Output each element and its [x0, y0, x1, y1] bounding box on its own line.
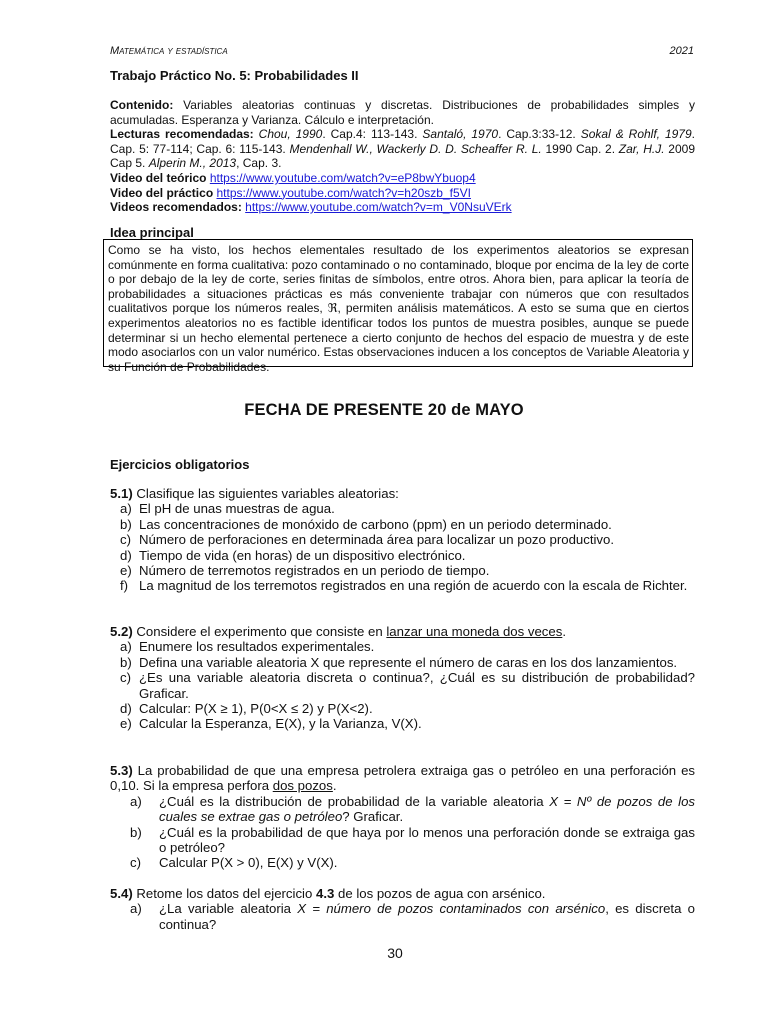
item-marker: b) [130, 824, 142, 840]
item-marker: c) [130, 855, 141, 871]
item-text-start: ¿Cuál es la distribución de probabilidad de la variable aleatoria [159, 793, 550, 809]
item-marker: c) [120, 532, 131, 548]
reference-fragment: Zar, H.J. [618, 141, 665, 156]
item-marker: b) [120, 654, 132, 670]
item-text: El pH de unas muestras de agua. [139, 501, 335, 517]
item-text: Defina una variable aleatoria X que represente el número de caras en los dos lanzamientos. [139, 654, 678, 670]
item-marker: a) [130, 793, 142, 809]
reference-fragment: 2009 Cap 5. [110, 141, 696, 171]
item-text: Tiempo de vida (en horas) de un dispositivo electrónico. [139, 547, 466, 563]
list-item [110, 716, 695, 731]
item-text: ¿Cuál es la probabilidad de que haya por lo menos una perforación donde se extraiga gas o petróleo? [159, 824, 695, 856]
reference-fragment: . Cap. 5: 77-114; Cap. 6: 115-143. [110, 127, 695, 156]
video-teorico-label: Video del teórico [110, 170, 207, 185]
item-marker: a) [120, 639, 132, 655]
item-text: Calcular: P(X ≥ 1), P(0<X ≤ 2) y P(X<2). [139, 701, 373, 717]
list-item [110, 517, 695, 532]
item-text: La magnitud de los terremotos registrados en una región de acuerdo con la escala de Richter. [139, 578, 688, 594]
item-marker: e) [120, 563, 132, 579]
exercise-intro-end: de los pozos de agua con arsénico. [334, 886, 546, 901]
list-item [110, 825, 695, 856]
exercises-heading: Ejercicios obligatorios [110, 457, 250, 472]
exercise-5-4 [110, 886, 695, 932]
list-item [110, 855, 695, 870]
video-practico-line [110, 186, 695, 201]
list-item [110, 701, 695, 716]
reference-fragment: Alperin M., 2013 [148, 156, 237, 171]
exercise-5-2-intro [110, 624, 695, 639]
exercise-5-3-intro [110, 763, 695, 794]
item-text [159, 901, 695, 932]
course-metadata [110, 98, 695, 215]
item-marker: e) [120, 716, 132, 732]
item-marker: a) [120, 501, 132, 517]
item-text: Enumere los resultados experimentales. [139, 639, 375, 655]
exercise-intro: Retome los datos del ejercicio [132, 886, 316, 901]
reference-fragment: Santaló, 1970 [422, 127, 499, 142]
videos-recomendados-label: Videos recomendados: [110, 200, 242, 215]
idea-heading: Idea principal [110, 225, 194, 240]
videos-recomendados-line [110, 200, 695, 215]
videos-recomendados-link[interactable]: https://www.youtube.com/watch?v=m_V0NsuVErk [245, 200, 512, 215]
item-marker: a) [130, 901, 142, 917]
item-text: Número de terremotos registrados en un periodo de tiempo. [139, 563, 490, 579]
video-practico-link[interactable]: https://www.youtube.com/watch?v=h20szb_f5VI [216, 185, 471, 200]
exercise-intro-end: . [562, 624, 566, 639]
list-item [110, 578, 695, 593]
exercise-5-4-intro [110, 886, 695, 901]
list-item [110, 655, 695, 670]
item-text [159, 794, 695, 825]
exercise-5-2-items [110, 639, 695, 731]
item-text: Calcular la Esperanza, E(X), y la Varianza, V(X). [139, 716, 422, 732]
exercise-number: 5.4) [110, 886, 133, 901]
video-teorico-line [110, 171, 695, 186]
contenido-label: Contenido: [110, 98, 174, 112]
item-text-end: , es discreta o continua? [159, 901, 696, 932]
due-date-heading: FECHA DE PRESENTE 20 de MAYO [244, 401, 524, 419]
exercise-intro-underlined: lanzar una moneda dos veces [386, 624, 563, 639]
exercise-reference: 4.3 [315, 886, 335, 901]
list-item [110, 548, 695, 563]
item-marker: f) [120, 578, 129, 594]
exercise-intro-end: . [332, 778, 337, 794]
item-text-end: ? Graficar. [342, 809, 404, 825]
item-text: Número de perforaciones en determinada área para localizar un pozo productivo. [139, 532, 615, 548]
reference-fragment: . Cap.4: 113-143. [322, 127, 423, 142]
reference-fragment: Mendenhall W., Wackerly D. D. Scheaffer R. L. [289, 141, 542, 156]
item-marker: d) [120, 547, 132, 563]
reference-fragment: Chou, 1990 [258, 127, 323, 142]
exercise-5-3 [110, 763, 695, 871]
list-item [110, 794, 695, 825]
item-text: ¿Es una variable aleatoria discreta o continua?, ¿Cuál es su distribución de probabilidad? Graficar. [139, 670, 695, 701]
item-marker: d) [120, 701, 132, 717]
list-item [110, 532, 695, 547]
document-title: Trabajo Práctico No. 5: Probabilidades II [110, 68, 359, 83]
running-header-year: 2021 [669, 45, 694, 57]
running-header-subject: Matemática y estadística [110, 45, 228, 57]
exercise-number: 5.1) [110, 486, 133, 501]
exercise-5-1-items [110, 501, 695, 593]
exercise-intro: Considere el experimento que consiste en [132, 624, 387, 639]
video-practico-label: Video del práctico [110, 185, 214, 200]
exercise-5-2 [110, 624, 695, 732]
exercise-intro: Clasifique las siguientes variables aleatorias: [132, 486, 399, 501]
reference-fragment: , Cap. 3. [236, 156, 282, 171]
item-text: Calcular P(X > 0), E(X) y V(X). [159, 855, 338, 871]
list-item [110, 639, 695, 654]
exercise-number: 5.2) [110, 624, 133, 639]
lecturas-line [110, 127, 695, 171]
item-text: Las concentraciones de monóxido de carbono (ppm) en un periodo determinado. [139, 516, 612, 532]
contenido-line [110, 98, 695, 127]
idea-box: Como se ha visto, los hechos elementales resultado de los experimentos aleatorios se expresan comúnmente en forma cualitativa: pozo contaminado o no contaminado, bloque por encima de la ley de corte o por debajo de la ley de corte, series finitas de símbolos, entre otros. Ahora bien, para aplicar la teoría de probabilidades a situaciones prácticas es más conveniente trabajar con números que con resultados cualitativos porque los números reales, ℜ, permiten análisis matemáticos. A esto se suma que en ciertos experimentos aleatorios no es factible identificar todos los puntos de muestra posibles, aunque se puede determinar si un hecho elemental pertenece a cierto conjunto de hechos del espacio de muestra y de este modo asociarlos con un valor numérico. Estas observaciones inducen a los conceptos de Variable Aleatoria y su Función de Probabilidades. [103, 239, 693, 367]
list-item [110, 670, 695, 701]
item-text-start: ¿La variable aleatoria [159, 901, 298, 917]
reference-fragment: Sokal & Rohlf, 1979 [580, 127, 692, 142]
item-marker: b) [120, 516, 132, 532]
reference-fragment: 1990 Cap. 2. [541, 141, 619, 156]
lecturas-label: Lecturas recomendadas: [110, 127, 254, 142]
reference-fragment: . Cap.3:33-12. [498, 127, 581, 142]
exercise-number: 5.3) [110, 763, 133, 778]
exercise-5-1-intro [110, 486, 695, 501]
list-item [110, 501, 695, 516]
video-teorico-link[interactable]: https://www.youtube.com/watch?v=eP8bwYbuop4 [209, 170, 476, 185]
contenido-text: Variables aleatorias continuas y discretas. Distribuciones de probabilidades simples y acumuladas. Esperanza y Varianza. Cálculo e interpretación. [110, 98, 695, 127]
list-item [110, 901, 695, 932]
exercise-intro-underlined: dos pozos [272, 778, 333, 794]
item-text-italic: X = Nº de pozos de los cuales se extrae gas o petróleo [159, 793, 695, 825]
list-item [110, 563, 695, 578]
item-marker: c) [120, 670, 131, 686]
exercise-intro: La probabilidad de que una empresa petrolera extraiga gas o petróleo en una perforación es 0,10. Si la empresa perfora [110, 763, 695, 794]
item-text-italic: X = número de pozos contaminados con arsénico [297, 901, 606, 917]
exercise-5-1 [110, 486, 695, 594]
page-number: 30 [387, 945, 403, 961]
